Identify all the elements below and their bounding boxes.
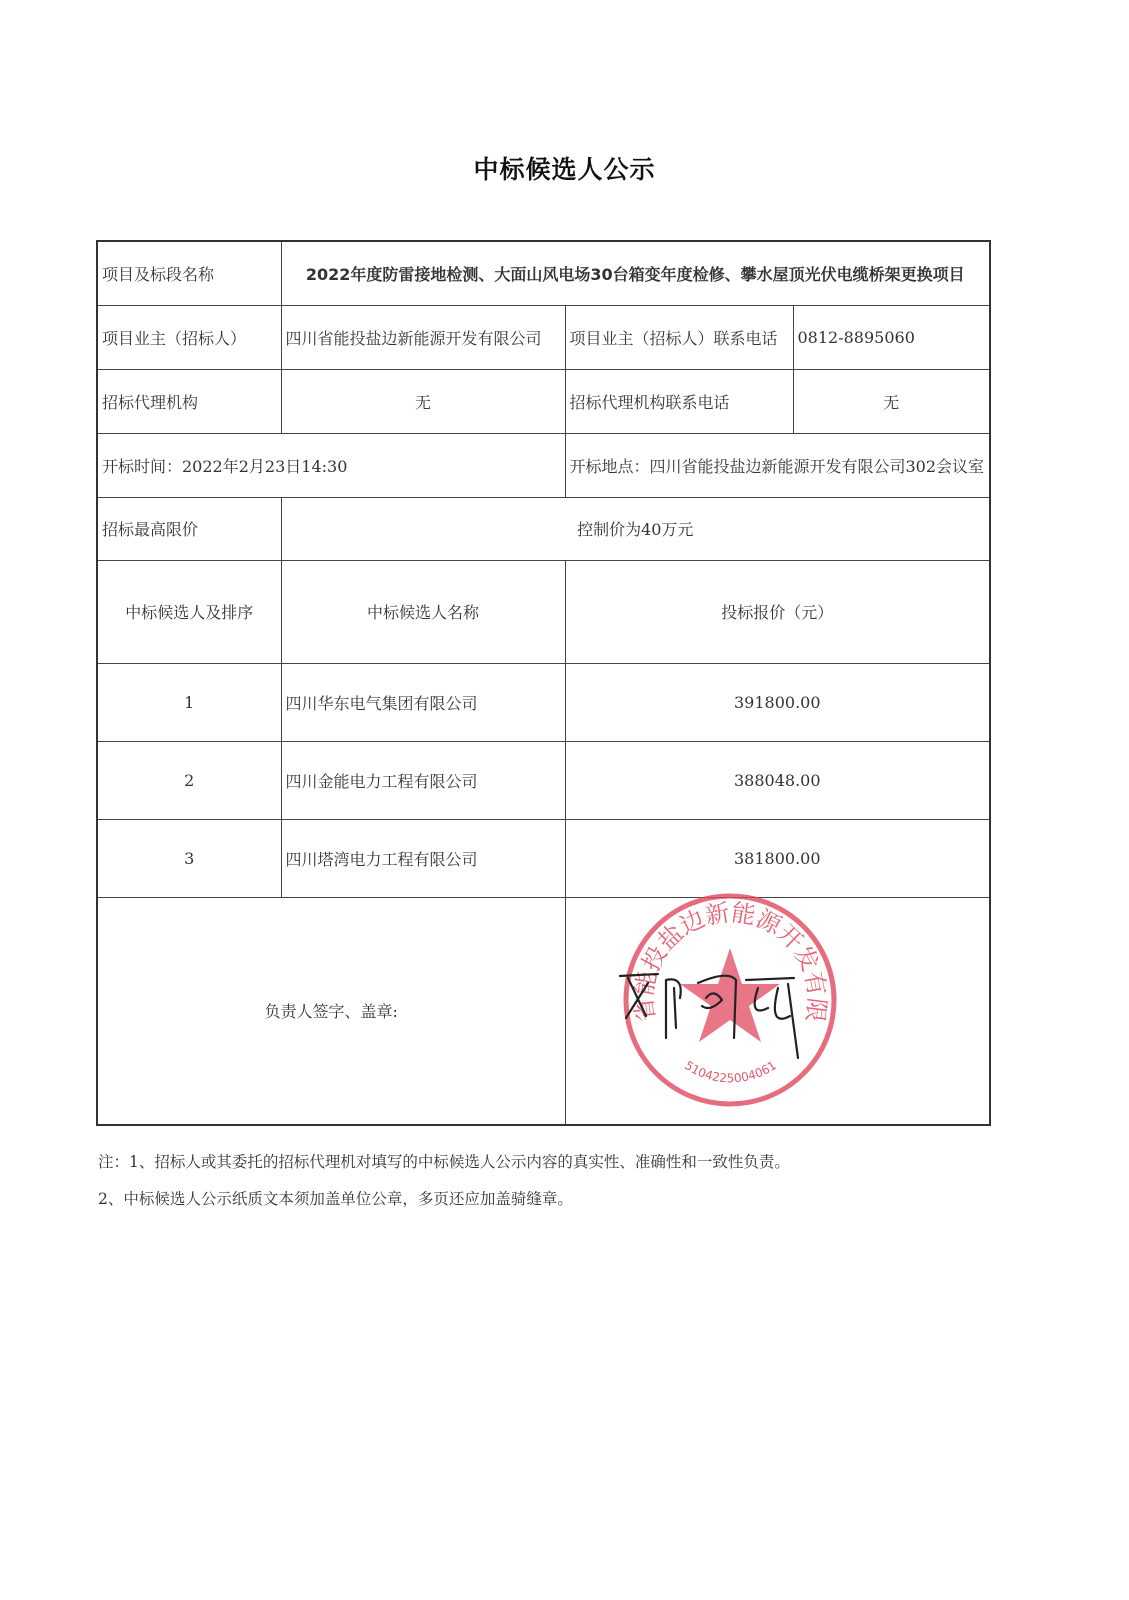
- candidate-price: 381800.00: [565, 819, 990, 897]
- candidate-name: 四川塔湾电力工程有限公司: [281, 819, 565, 897]
- candidate-name: 四川金能电力工程有限公司: [281, 741, 565, 819]
- note-2: 2、中标候选人公示纸质文本须加盖单位公章，多页还应加盖骑缝章。: [98, 1190, 573, 1208]
- max-price-value: 控制价为40万元: [281, 497, 990, 560]
- project-name-row: [97, 241, 990, 305]
- project-name-label: 项目及标段名称: [97, 241, 281, 305]
- candidate-row: [97, 741, 990, 819]
- opening-time: 开标时间：2022年2月23日14:30: [97, 433, 565, 497]
- company-seal: [618, 888, 843, 1113]
- price-header: 投标报价（元）: [565, 560, 990, 663]
- agency-value: 无: [281, 369, 565, 433]
- project-name-value: 2022年度防雷接地检测、大面山风电场30台箱变年度检修、攀水屋顶光伏电缆桥架更换项目: [281, 241, 990, 305]
- seal-org-text: 省能投盐边新能源开发有限: [629, 898, 832, 1024]
- announcement-table: [96, 240, 991, 1126]
- signature-row: [97, 897, 990, 1125]
- seal-code-text: 5104225004061: [682, 1058, 779, 1086]
- page-title: 中标候选人公示: [473, 155, 656, 184]
- candidate-rank: 3: [97, 819, 281, 897]
- candidate-name: 四川华东电气集团有限公司: [281, 663, 565, 741]
- candidate-price: 388048.00: [565, 741, 990, 819]
- agency-row: [97, 369, 990, 433]
- max-price-label: 招标最高限价: [97, 497, 281, 560]
- rank-header: 中标候选人及排序: [97, 560, 281, 663]
- candidate-row: [97, 663, 990, 741]
- owner-phone-label: 项目业主（招标人）联系电话: [565, 305, 793, 369]
- note-1: 注：1、招标人或其委托的招标代理机对填写的中标候选人公示内容的真实性、准确性和一致性负责。: [98, 1153, 790, 1171]
- signature-label: 负责人签字、盖章:: [97, 897, 565, 1125]
- owner-label: 项目业主（招标人）: [97, 305, 281, 369]
- opening-place: 开标地点：四川省能投盐边新能源开发有限公司302会议室: [565, 433, 990, 497]
- owner-phone-value: 0812-8895060: [793, 305, 990, 369]
- svg-text:5104225004061: [682, 1058, 779, 1085]
- candidate-rank: 1: [97, 663, 281, 741]
- owner-row: [97, 305, 990, 369]
- agency-phone-value: 无: [793, 369, 990, 433]
- candidate-price: 391800.00: [565, 663, 990, 741]
- candidate-row: [97, 819, 990, 897]
- owner-value: 四川省能投盐边新能源开发有限公司: [281, 305, 565, 369]
- agency-label: 招标代理机构: [97, 369, 281, 433]
- name-header: 中标候选人名称: [281, 560, 565, 663]
- seal-star-icon: [680, 948, 780, 1042]
- max-price-row: [97, 497, 990, 560]
- agency-phone-label: 招标代理机构联系电话: [565, 369, 793, 433]
- opening-row: [97, 433, 990, 497]
- candidates-header-row: [97, 560, 990, 663]
- candidate-rank: 2: [97, 741, 281, 819]
